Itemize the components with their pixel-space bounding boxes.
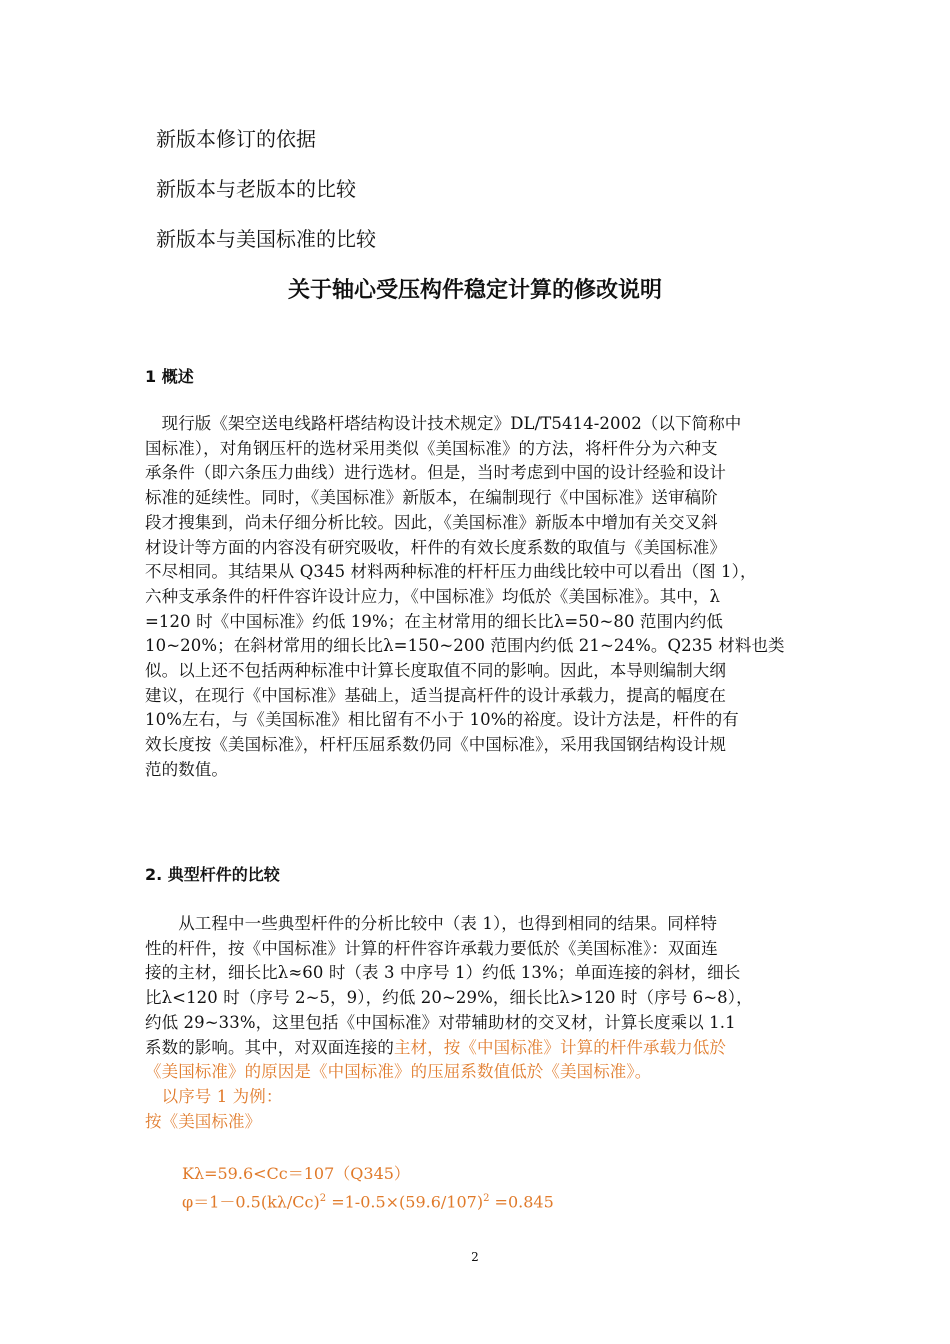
paragraph-line: 约低 29~33%，这里包括《中国标准》对带辅助材的交叉材，计算长度乘以 1.1 [145,1012,736,1032]
paragraph-line: 承条件（即六条压力曲线）进行选材。但是，当时考虑到中国的设计经验和设计 [145,463,726,483]
highlighted-line: 按《美国标准》 [145,1111,262,1131]
paragraph-line: 六种支承条件的杆件容许设计应力，《中国标准》均低於《美国标准》。其中，λ [145,586,721,606]
paragraph-line [145,1036,807,1061]
formula-k-lambda: Kλ=59.6<Cc＝107（Q345） [182,1164,410,1183]
document-title: 关于轴心受压构件稳定计算的修改说明 [287,278,662,303]
paragraph-line: 国标准），对角钢压杆的选材采用类似《美国标准》的方法，将杆件分为六种支 [145,438,718,458]
paragraph-line-text: 系数的影响。其中，对双面连接的 [145,1037,394,1057]
paragraph-line: 标准的延续性。同时，《美国标准》新版本，在编制现行《中国标准》送审稿阶 [145,488,718,508]
paragraph-line: 效长度按《美国标准》，杆杆压屈系数仍同《中国标准》，采用我国钢结构设计规 [145,735,727,755]
paragraph-line: 似。以上还不包括两种标准中计算长度取值不同的影响。因此，本导则编制大纲 [145,661,726,681]
formula-part: φ＝1－0.5(kλ/Cc) [182,1192,320,1212]
paragraph-line: 不尽相同。其结果从 Q345 材料两种标准的杆杆压力曲线比较中可以看出（图 1）， [145,562,757,582]
highlighted-line: 以序号 1 为例： [145,1086,283,1106]
formula-part: =1-0.5×(59.6/107) [326,1192,484,1212]
section-2-heading: 2. 典型杆件的比较 [145,865,280,884]
formula-part: =0.845 [489,1192,554,1212]
paragraph-line: 10~20%；在斜材常用的细长比λ=150~200 范围内约低 21~24%。Q235 材料也类 [145,636,785,656]
paragraph-line: =120 时《中国标准》约低 19%；在主材常用的细长比λ=50~80 范围内约低 [145,611,723,631]
paragraph-line: 建议，在现行《中国标准》基础上，适当提高杆件的设计承载力，提高的幅度在 [145,685,726,705]
highlighted-line: 《美国标准》的原因是《中国标准》的压屈系数值低於《美国标准》。 [145,1062,652,1082]
page-number: 2 [471,1250,479,1264]
paragraph-line: 现行版《架空送电线路杆塔结构设计技术规定》DL/T5414-2002（以下简称中 [145,414,742,433]
toc-item-3: 新版本与美国标准的比较 [156,227,376,251]
toc-item-2: 新版本与老版本的比较 [156,177,356,201]
section-1-paragraph [145,412,807,783]
paragraph-line: 比λ<120 时（序号 2~5，9），约低 20~29%，细长比λ>120 时（序号 6~8）， [145,988,753,1008]
paragraph-line: 段才搜集到，尚未仔细分析比较。因此，《美国标准》新版本中增加有关交叉斜 [145,512,718,532]
paragraph-line: 10%左右，与《美国标准》相比留有不小于 10%的裕度。设计方法是，杆件的有 [145,710,739,730]
paragraph-line: 接的主材，细长比λ≈60 时（表 3 中序号 1）约低 13%；单面连接的斜材，细长 [145,963,741,983]
formula-phi [182,1187,554,1214]
paragraph-line: 性的杆件，按《中国标准》计算的杆件容许承载力要低於《美国标准》：双面连 [145,938,718,958]
toc-item-1: 新版本修订的依据 [156,127,316,151]
superscript: 2 [483,1193,490,1204]
section-2-paragraph [145,912,807,1134]
section-1-heading: 1 概述 [145,367,194,386]
paragraph-line: 范的数值。 [145,759,228,779]
paragraph-line: 从工程中一些典型杆件的分析比较中（表 1），也得到相同的结果。同样特 [145,914,718,933]
highlighted-text: 主材，按《中国标准》计算的杆件承载力低於 [394,1037,726,1057]
paragraph-line: 材设计等方面的内容没有研究吸收，杆件的有效长度系数的取值与《美国标准》 [145,537,726,557]
superscript: 2 [319,1193,327,1204]
